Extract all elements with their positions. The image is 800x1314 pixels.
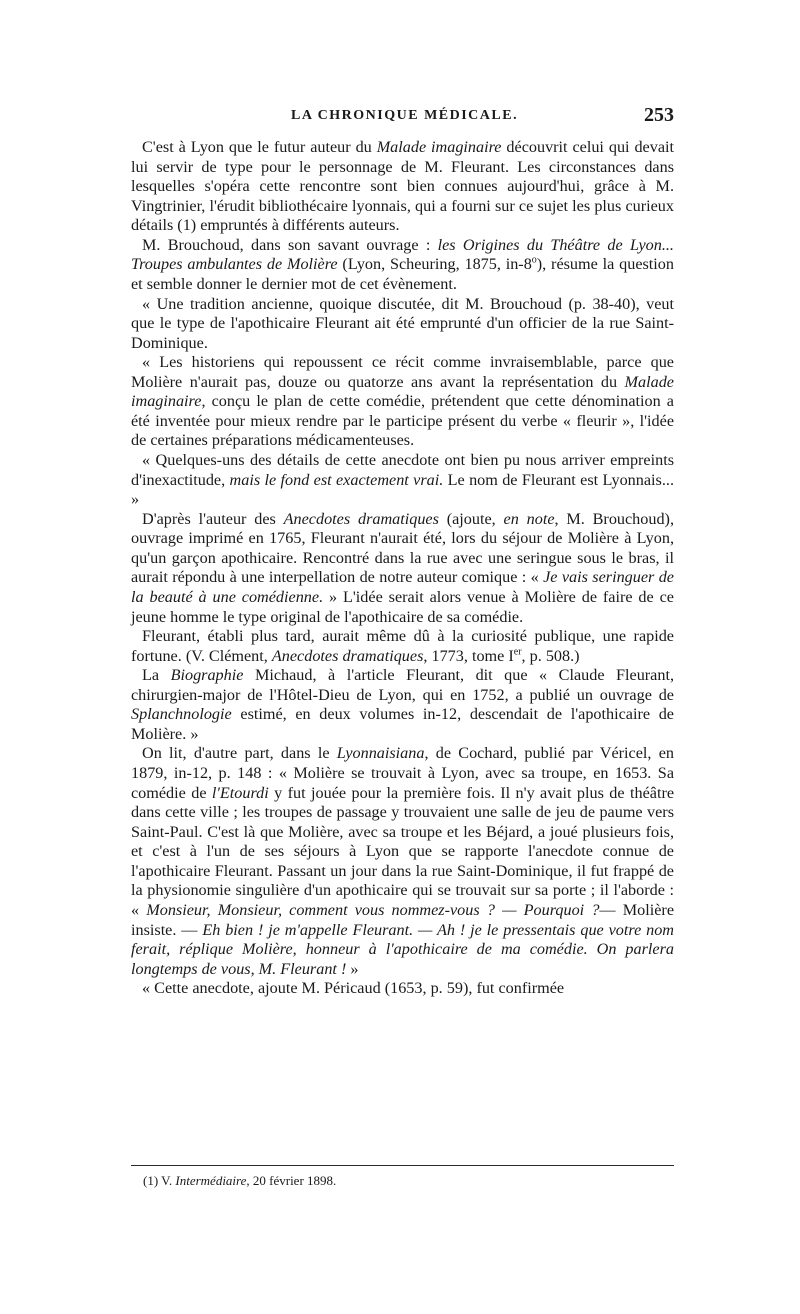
text-run: , de Cochard, publié par Véricel, en 1879, in-12, p. 148 : « Molière se trouvait à Lyon, avec sa troupe, en 1653. Sa comédie de bbox=[131, 744, 674, 802]
paragraph bbox=[131, 666, 674, 744]
paragraph bbox=[131, 236, 674, 295]
text-run: , p. 508.) bbox=[521, 646, 580, 665]
text-run: , M. Brouchoud), ouvrage imprimé en 1765, Fleurant n'aurait été, lors du séjour de Molière à Lyon, qu'un garçon apothicaire. Rencontré dans la rue avec une seringue sous le bras, il aurait répondu à une interpellation de notre auteur comique : « bbox=[131, 509, 674, 587]
text-run: » L'idée serait alors venue à Molière de faire de ce jeune homme le type original de l'apothicaire de sa comédie. bbox=[131, 587, 674, 626]
superscript: er bbox=[513, 646, 522, 658]
text-run: (ajoute, bbox=[438, 509, 504, 528]
text-run: C'est à Lyon que le futur auteur du bbox=[142, 138, 377, 156]
paragraph bbox=[131, 295, 674, 354]
body-text bbox=[131, 138, 674, 999]
text-run: Fleurant, établi plus tard, aurait même dû à la curiosité publique, une rapide fortune. (V. Clément, bbox=[131, 627, 674, 665]
paragraph bbox=[131, 744, 674, 979]
italic-text: les Origines du Théâtre de Lyon... Troupes ambulantes de Molière bbox=[131, 235, 674, 274]
paragraph bbox=[131, 353, 674, 451]
text-run: estimé, en deux volumes in-12, descendait de l'apothicaire de Molière. » bbox=[131, 705, 674, 743]
text-run: découvrit celui qui devait lui servir de type pour le personnage de M. Fleurant. Les circonstances dans lesquelles s'opéra cette rencontre sont bien connues aujourd'hui, grâce à M. Vingtrinier, l'érudit bibliothécaire lyonnais, qui a fourni sur ce sujet les plus curieux détails (1) empruntés à différents auteurs. bbox=[131, 138, 675, 235]
text-run: , 1773, tome I bbox=[423, 646, 514, 665]
text-run: On lit, d'autre part, dans le bbox=[142, 744, 337, 763]
italic-text: Malade imaginaire bbox=[131, 372, 674, 411]
paragraph bbox=[131, 627, 674, 666]
paragraph bbox=[131, 510, 674, 627]
text-run: Michaud, à l'article Fleurant, dit que « Claude Fleurant, chirurgien-major de l'Hôtel-Dieu de Lyon, qui en 1752, a publié un ouvrage de bbox=[131, 666, 675, 704]
italic-text: Biographie bbox=[170, 666, 244, 685]
italic-text: Je vais seringuer de la beauté à une comédienne. bbox=[131, 568, 674, 606]
paragraph bbox=[131, 138, 674, 236]
text-run: Le nom de Fleurant est Lyonnais... » bbox=[131, 470, 674, 509]
running-title: LA CHRONIQUE MÉDICALE. bbox=[291, 108, 519, 123]
text-run: « Une tradition ancienne, quoique discutée, dit M. Brouchoud (p. 38-40), veut que le type de l'apothicaire Fleurant ait été emprunté d'un officier de la rue Saint-Dominique. bbox=[131, 294, 674, 352]
italic-text: Eh bien ! je m'appelle Fleurant. — Ah ! je le pressentais que votre nom ferait, réplique Molière, honneur à l'apothicaire de ma comédie. On parlera longtemps de vous, M. Fleurant ! bbox=[131, 920, 675, 978]
italic-text: Monsieur, Monsieur, comment vous nommez-vous ? — Pourquoi ? bbox=[146, 900, 600, 919]
running-head bbox=[131, 106, 674, 130]
text-run: , 20 février 1898. bbox=[246, 1173, 337, 1188]
italic-text: Anecdotes dramatiques bbox=[271, 646, 424, 665]
text-run: ), résume la question et semble donner le dernier mot de cet évènement. bbox=[131, 255, 674, 293]
paragraph bbox=[131, 979, 674, 999]
text-run: » bbox=[346, 959, 359, 978]
text-run: M. Brouchoud, dans son savant ouvrage : bbox=[142, 235, 438, 254]
italic-text: l'Etourdi bbox=[211, 783, 269, 802]
italic-text: mais le fond est exactement vrai. bbox=[229, 470, 444, 489]
text-run: (1) V. bbox=[143, 1173, 176, 1188]
italic-text: Splanchnologie bbox=[131, 705, 232, 724]
italic-text: Intermédiaire bbox=[175, 1173, 247, 1188]
italic-text: Anecdotes dramatiques bbox=[283, 509, 439, 528]
text-run: D'après l'auteur des bbox=[142, 509, 284, 528]
text-run: « Cette anecdote, ajoute M. Péricaud (1653, p. 59), fut confirmée bbox=[142, 979, 565, 998]
text-run: — Molière insiste. — bbox=[131, 900, 675, 939]
paragraph bbox=[131, 451, 674, 510]
footnote bbox=[143, 1173, 336, 1189]
italic-text: en note bbox=[503, 509, 555, 528]
text-run: y fut jouée pour la première fois. Il n'y avait plus de théâtre dans cette ville ; les troupes de passage y trouvaient une salle de jeu de paume vers Saint-Paul. C'est là que Molière, avec sa troupe et les Béjard, a joué plusieurs fois, et c'est à l'un de ses séjours à Lyon que se rapporte l'anecdote connue de l'apothicaire Fleurant. Passant un jour dans la rue Saint-Dominique, il fut frappé de la physionomie singulière d'un apothicaire qui se trouvait sur sa porte ; il l'aborde : « bbox=[131, 783, 675, 919]
italic-text: Malade imaginaire bbox=[376, 138, 502, 156]
text-run: La bbox=[142, 666, 171, 685]
text-run: « Les historiens qui repoussent ce récit comme invraisemblable, parce que Molière n'aurait pas, douze ou quatorze ans avant la représentation du bbox=[131, 353, 674, 391]
page-number: 253 bbox=[644, 104, 674, 126]
text-run: , conçu le plan de cette comédie, prétendent que cette dénomination a été inventée pour mieux rendre par le participe présent du verbe « fleurir », l'idée de certaines préparations médicamenteuses. bbox=[131, 392, 674, 450]
superscript: o bbox=[531, 254, 537, 266]
text-run: (Lyon, Scheuring, 1875, in-8 bbox=[337, 255, 532, 274]
italic-text: Lyonnaisiana bbox=[336, 744, 425, 763]
text-run: « Quelques-uns des détails de cette anecdote ont bien pu nous arriver empreints d'inexactitude, bbox=[131, 451, 674, 489]
footnote-divider bbox=[131, 1165, 674, 1166]
